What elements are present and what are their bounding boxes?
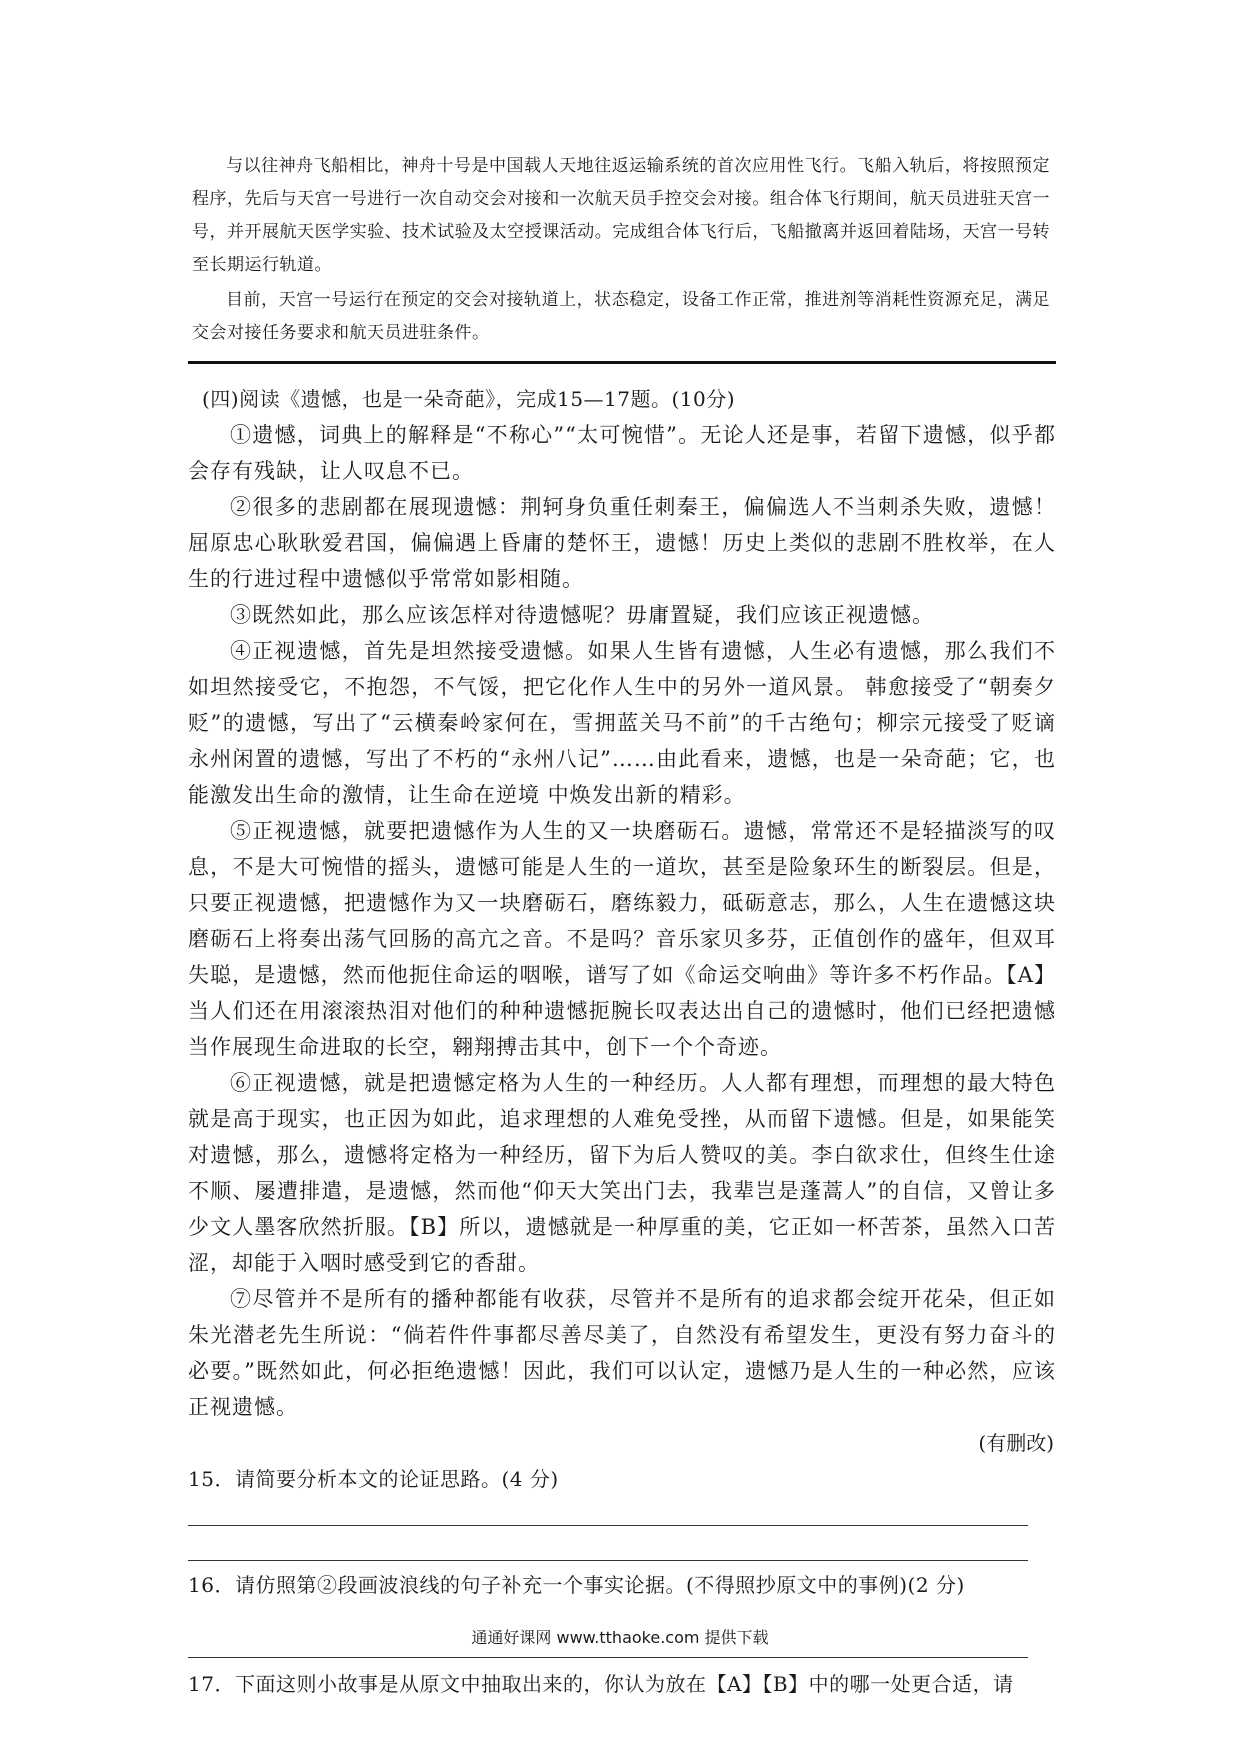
top-passage-paragraph-1: 与以往神舟飞船相比，神舟十号是中国载人天地往返运输系统的首次应用性飞行。飞船入轨后，将按照预定程序，先后与天宫一号进行一次自动交会对接和一次航天员手控交会对接。组合体飞行期间，航天员进驻天宫一号，并开展航天医学实验、技术试验及太空授课活动。完成组合体飞行后，飞船撤离并返回着陆场，天宫一号转至长期运行轨道。: [192, 156, 1050, 275]
source-note: (有删改): [978, 1431, 1054, 1455]
reading-paragraph-7: ⑦尽管并不是所有的播种都能有收获，尽管并不是所有的追求都会绽开花朵，但正如朱光潜老先生所说：“倘若件件事都尽善尽美了，自然没有希望发生，更没有努力奋斗的必要。”既然如此，何必拒绝遗憾！因此，我们可以认定，遗憾乃是人生的一种必然，应该正视遗憾。: [188, 1287, 1056, 1419]
footer-source: 通通好课网 www.tthaoke.com 提供下载: [471, 1628, 769, 1647]
reading-paragraph-5: ⑤正视遗憾，就要把遗憾作为人生的又一块磨砺石。遗憾，常常还不是轻描淡写的叹息，不是大可惋惜的摇头，遗憾可能是人生的一道坎，甚至是险象环生的断裂层。但是，只要正视遗憾，把遗憾作为又一块磨砺石，磨练毅力，砥砺意志，那么，人生在遗憾这块磨砺石上将奏出荡气回肠的高亢之音。不是吗？音乐家贝多芬，正值创作的盛年，但双耳失聪，是遗憾，然而他扼住命运的咽喉，谱写了如《命运交响曲》等许多不朽作品。【A】当人们还在用滚滚热泪对他们的种种遗憾扼腕长叹表达出自己的遗憾时，他们已经把遗憾当作展现生命进取的长空，翱翔搏击其中，创下一个个奇迹。: [188, 819, 1056, 1059]
reading-section: [188, 381, 1056, 1702]
reading-paragraph-4: ④正视遗憾，首先是坦然接受遗憾。如果人生皆有遗憾，人生必有遗憾，那么我们不如坦然接受它，不抱怨，不气馁，把它化作人生中的另外一道风景。 韩愈接受了“朝奏夕贬”的遗憾，写出了“云横秦岭家何在，雪拥蓝关马不前”的千古绝句；柳宗元接受了贬谪永州闲置的遗憾，写出了不朽的“永州八记”……由此看来，遗憾，也是一朵奇葩；它，也能激发出生命的激情，让生命在逆境 中焕发出新的精彩。: [188, 639, 1056, 807]
question-16: 16．请仿照第②段画波浪线的句子补充一个事实论据。(不得照抄原文中的事例)(2 分): [188, 1573, 965, 1597]
section-divider: [188, 361, 1056, 364]
question-17: 17．下面这则小故事是从原文中抽取出来的，你认为放在【A】【B】中的哪一处更合适，请: [188, 1672, 1014, 1696]
reading-paragraph-6: ⑥正视遗憾，就是把遗憾定格为人生的一种经历。人人都有理想，而理想的最大特色就是高于现实，也正因为如此，追求理想的人难免受挫，从而留下遗憾。但是，如果能笑对遗憾，那么，遗憾将定格为一种经历，留下为后人赞叹的美。李白欲求仕，但终生仕途不顺、屡遭排遣，是遗憾，然而他“仰天大笑出门去，我辈岂是蓬蒿人”的自信，又曾让多少文人墨客欣然折服。【B】所以，遗憾就是一种厚重的美，它正如一杯苦茶，虽然入口苦涩，却能于入咽时感受到它的香甜。: [188, 1071, 1056, 1275]
reading-title: (四)阅读《遗憾，也是一朵奇葩》，完成15—17题。(10分): [202, 387, 736, 411]
reading-paragraph-1: ①遗憾，词典上的解释是“不称心”“太可惋惜”。无论人还是事，若留下遗憾，似乎都会存有残缺，让人叹息不已。: [188, 423, 1056, 483]
top-passage-paragraph-2: 目前，天宫一号运行在预定的交会对接轨道上，状态稳定，设备工作正常，推进剂等消耗性资源充足，满足交会对接任务要求和航天员进驻条件。: [192, 290, 1050, 343]
top-passage: [192, 150, 1050, 352]
reading-paragraph-2: ②很多的悲剧都在展现遗憾：荆轲身负重任刺秦王，偏偏选人不当刺杀失败，遗憾！屈原忠心耿耿爱君国，偏偏遇上昏庸的楚怀王，遗憾！历史上类似的悲剧不胜枚举，在人生的行进过程中遗憾似乎常常如影相随。: [188, 495, 1056, 591]
reading-paragraph-3: ③既然如此，那么应该怎样对待遗憾呢？毋庸置疑，我们应该正视遗憾。: [230, 603, 934, 627]
question-15: 15．请简要分析本文的论证思路。(4 分): [188, 1467, 559, 1491]
